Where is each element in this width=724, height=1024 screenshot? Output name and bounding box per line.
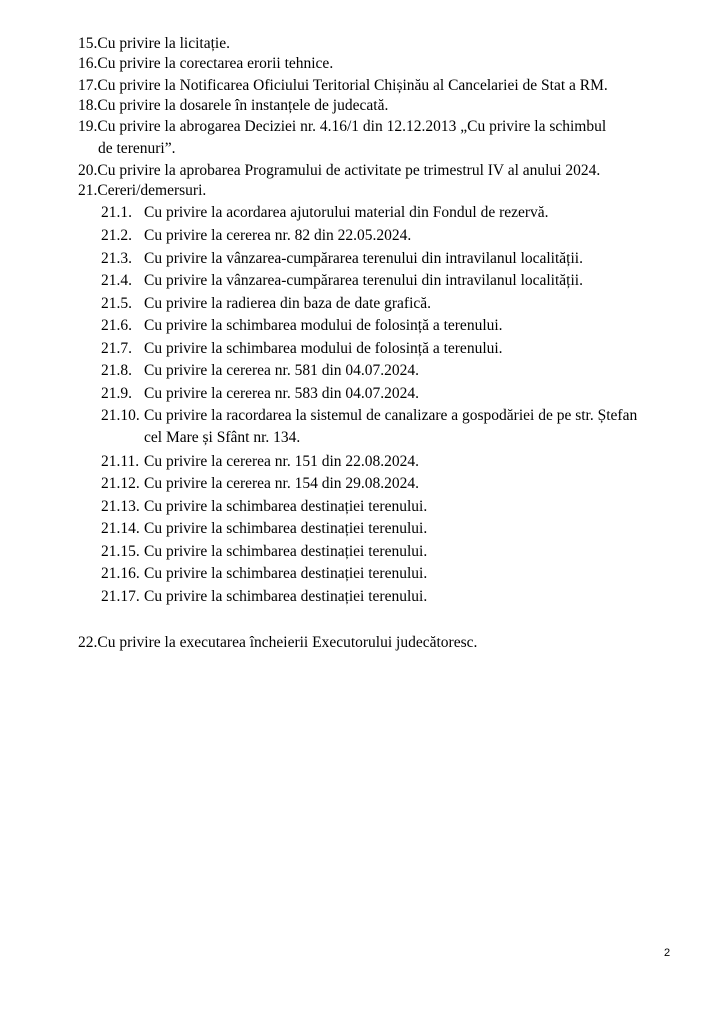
subitem-number: 21.15. xyxy=(101,543,140,560)
subitem-21-8 xyxy=(101,360,681,382)
subitem-text: Cu privire la schimbarea destinației terenului. xyxy=(144,498,428,515)
subitem-text: Cu privire la schimbarea destinației terenului. xyxy=(144,565,428,582)
item-text: Cu privire la dosarele în instanțele de judecată. xyxy=(97,97,389,114)
item-text-continued: de terenuri”. xyxy=(98,140,176,157)
item-number: 15. xyxy=(78,35,98,52)
subitem-21-17 xyxy=(101,586,681,608)
item-text: Cu privire la executarea încheierii Executorului judecătoresc. xyxy=(97,634,478,651)
subitem-number: 21.7. xyxy=(101,340,132,357)
agenda-item-17 xyxy=(78,75,678,97)
subitem-text: Cu privire la racordarea la sistemul de canalizare a gospodăriei de pe str. Ștefan xyxy=(144,407,638,424)
subitem-text: Cu privire la vânzarea-cumpărarea terenului din intravilanul localității. xyxy=(144,272,583,289)
subitem-21-1 xyxy=(101,202,681,224)
subitem-number: 21.4. xyxy=(101,272,132,289)
item-number: 18. xyxy=(78,97,98,114)
subitem-21-5 xyxy=(101,293,681,315)
subitem-number: 21.11. xyxy=(101,453,140,470)
subitem-number: 21.3. xyxy=(101,250,132,267)
subitem-text: Cu privire la schimbarea destinației terenului. xyxy=(144,520,428,537)
subitem-number: 21.13. xyxy=(101,498,140,515)
subitem-text: Cu privire la schimbarea destinației terenului. xyxy=(144,588,428,605)
subitem-21-11 xyxy=(101,451,681,473)
subitem-number: 21.17. xyxy=(101,588,140,605)
subitem-number: 21.2. xyxy=(101,227,132,244)
subitem-text: Cu privire la cererea nr. 154 din 29.08.2024. xyxy=(144,475,420,492)
subitem-21-2 xyxy=(101,225,681,247)
subitem-text: Cu privire la cererea nr. 581 din 04.07.2024. xyxy=(144,362,420,379)
item-number: 22. xyxy=(78,634,98,651)
agenda-item-15 xyxy=(78,33,678,55)
subitem-text: Cu privire la schimbarea modului de folosință a terenului. xyxy=(144,340,503,357)
item-text: Cereri/demersuri. xyxy=(97,182,207,199)
subitem-number: 21.10. xyxy=(101,407,140,424)
item-text: Cu privire la abrogarea Deciziei nr. 4.16/1 din 12.12.2013 „Cu privire la schimbul xyxy=(97,118,607,135)
agenda-item-20 xyxy=(78,160,678,182)
subitem-21-14 xyxy=(101,518,681,540)
item-text: Cu privire la corectarea erorii tehnice. xyxy=(97,55,334,72)
agenda-item-16 xyxy=(78,53,678,75)
subitem-text: Cu privire la cererea nr. 82 din 22.05.2024. xyxy=(144,227,412,244)
subitem-21-12 xyxy=(101,473,681,495)
subitem-21-6 xyxy=(101,315,681,337)
subitem-21-9 xyxy=(101,383,681,405)
subitem-21-10 xyxy=(101,405,681,449)
subitem-text-continued: cel Mare și Sfânt nr. 134. xyxy=(144,429,301,446)
subitem-number: 21.1. xyxy=(101,204,132,221)
subitem-21-3 xyxy=(101,248,681,270)
subitem-text: Cu privire la cererea nr. 151 din 22.08.2024. xyxy=(144,453,420,470)
subitem-number: 21.14. xyxy=(101,520,140,537)
item-text: Cu privire la licitație. xyxy=(97,35,230,52)
subitem-text: Cu privire la acordarea ajutorului material din Fondul de rezervă. xyxy=(144,204,549,221)
subitem-text: Cu privire la vânzarea-cumpărarea terenului din intravilanul localității. xyxy=(144,250,583,267)
subitem-21-13 xyxy=(101,496,681,518)
item-text: Cu privire la aprobarea Programului de activitate pe trimestrul IV al anului 2024. xyxy=(97,162,601,179)
subitem-number: 21.8. xyxy=(101,362,132,379)
subitem-text: Cu privire la cererea nr. 583 din 04.07.2024. xyxy=(144,385,420,402)
subitem-21-15 xyxy=(101,541,681,563)
item-text: Cu privire la Notificarea Oficiului Teritorial Chișinău al Cancelariei de Stat a RM. xyxy=(97,77,608,94)
subitem-text: Cu privire la radierea din baza de date grafică. xyxy=(144,295,432,312)
subitem-21-4 xyxy=(101,270,681,292)
subitem-21-16 xyxy=(101,563,681,585)
agenda-item-19 xyxy=(78,116,678,160)
subitem-number: 21.6. xyxy=(101,317,132,334)
agenda-item-18 xyxy=(78,95,678,117)
subitem-number: 21.16. xyxy=(101,565,140,582)
subitem-text: Cu privire la schimbarea modului de folosință a terenului. xyxy=(144,317,503,334)
subitem-number: 21.9. xyxy=(101,385,132,402)
subitem-21-7 xyxy=(101,338,681,360)
item-number: 19. xyxy=(78,118,98,135)
agenda-item-21 xyxy=(78,180,678,202)
subitem-number: 21.12. xyxy=(101,475,140,492)
subitem-text: Cu privire la schimbarea destinației terenului. xyxy=(144,543,428,560)
item-number: 21. xyxy=(78,182,98,199)
subitem-number: 21.5. xyxy=(101,295,132,312)
agenda-item-22 xyxy=(78,632,678,654)
item-number: 20. xyxy=(78,162,98,179)
item-number: 16. xyxy=(78,55,98,72)
item-number: 17. xyxy=(78,77,98,94)
page-number: 2 xyxy=(664,947,671,959)
